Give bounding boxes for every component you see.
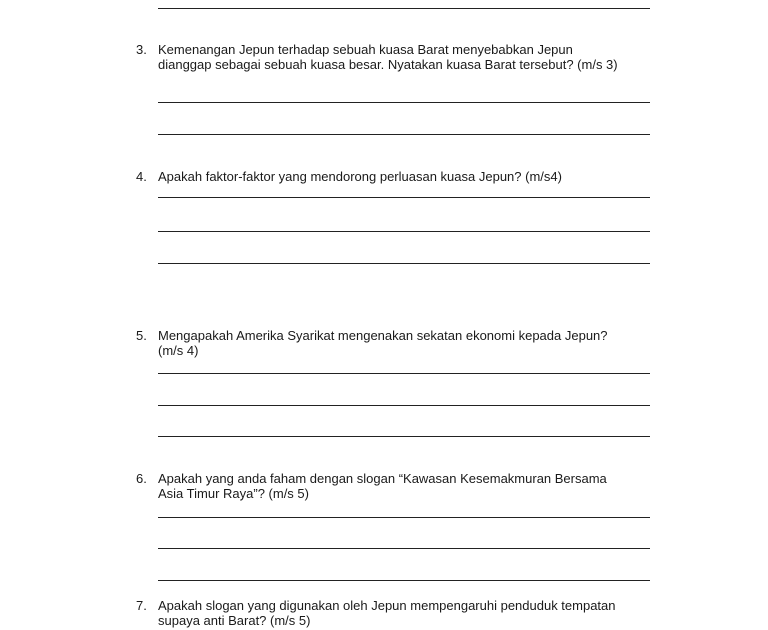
question-text: Apakah faktor-faktor yang mendorong perluasan kuasa Jepun? (m/s4) (158, 169, 562, 184)
answer-line (158, 263, 650, 264)
question-number: 4. (136, 169, 147, 184)
answer-line (158, 517, 650, 518)
answer-line (158, 134, 650, 135)
answer-line (158, 548, 650, 549)
answer-line (158, 197, 650, 198)
question-number: 3. (136, 42, 147, 57)
question-text: Apakah slogan yang digunakan oleh Jepun mempengaruhi penduduk tempatan supaya anti Barat? (m/s 5) (158, 598, 616, 628)
question-number: 7. (136, 598, 147, 613)
question-text: Kemenangan Jepun terhadap sebuah kuasa Barat menyebabkan Jepun dianggap sebagai sebuah kuasa besar. Nyatakan kuasa Barat tersebut? (m/s 3) (158, 42, 618, 72)
question-number: 6. (136, 471, 147, 486)
answer-line (158, 436, 650, 437)
answer-line (158, 231, 650, 232)
question-text: Mengapakah Amerika Syarikat mengenakan sekatan ekonomi kepada Jepun? (m/s 4) (158, 328, 608, 358)
answer-line (158, 373, 650, 374)
question-number: 5. (136, 328, 147, 343)
question-text: Apakah yang anda faham dengan slogan “Kawasan Kesemakmuran Bersama Asia Timur Raya”? (m/s 5) (158, 471, 607, 501)
answer-line (158, 102, 650, 103)
answer-line (158, 8, 650, 9)
answer-line (158, 405, 650, 406)
answer-line (158, 580, 650, 581)
